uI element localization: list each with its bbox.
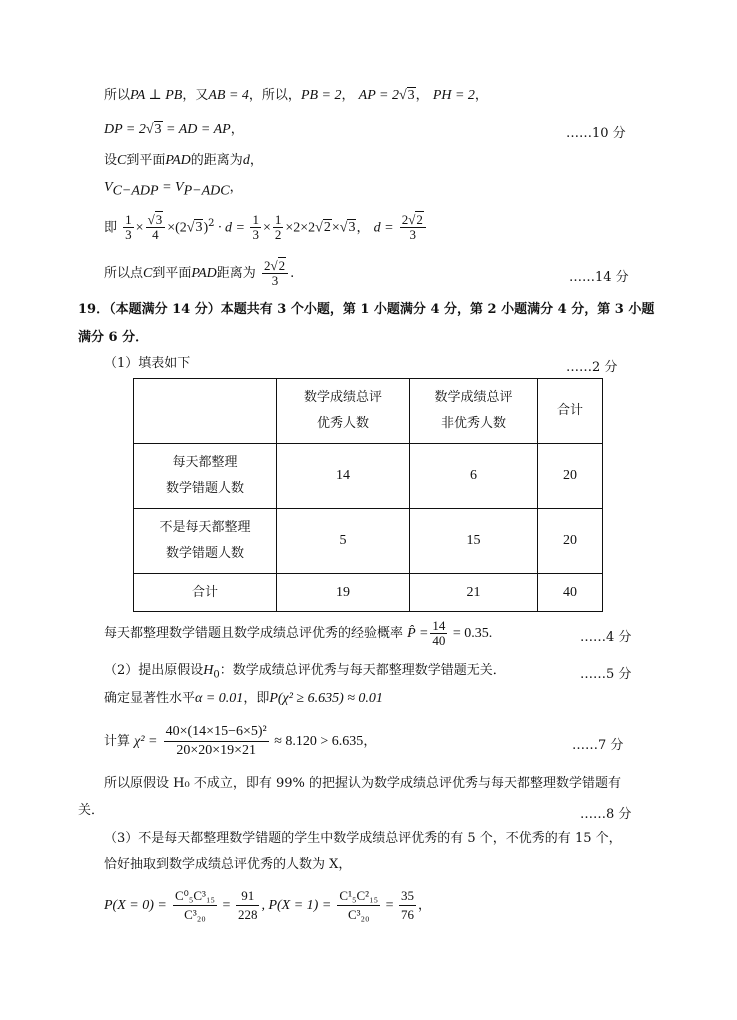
conclusion-line2: 关． (78, 803, 105, 818)
math: ≈ 8.120 > 6.635 (270, 734, 364, 749)
math: × (135, 220, 144, 236)
table-header-cell: 数学成绩总评 非优秀人数 (410, 379, 538, 444)
text: ：数学成绩总评优秀与每天都整理数学错题无关． (219, 663, 506, 678)
text: ， (363, 734, 377, 749)
math: C (117, 153, 127, 168)
table-row (134, 574, 603, 612)
points-8: ……8 分 (580, 807, 632, 822)
table-cell: 6 (410, 444, 538, 509)
points-2: ……2 分 (566, 360, 618, 375)
math: DP = 2 (104, 122, 146, 137)
text: 的距离为 (190, 153, 243, 168)
math: ×2×2 (285, 220, 316, 236)
math: 3 (195, 220, 203, 236)
contingency-table (133, 378, 603, 612)
table-row-label: 合计 (134, 574, 277, 612)
math: 3 (348, 220, 356, 236)
table-cell: 20 (538, 444, 603, 509)
table-header-cell: 合计 (538, 379, 603, 444)
table-cell: 5 (277, 509, 410, 574)
fraction: $\frac{1}{3}$ (252, 212, 259, 243)
math: 2 (208, 218, 215, 229)
part2-hypothesis (104, 663, 506, 684)
math: = AD = AP (162, 122, 231, 137)
fraction: $\frac{1}{3}$ (125, 212, 132, 243)
math: PH = 2 (432, 88, 475, 103)
fraction: $\frac{\text{C¹₅C²₁₅}}{\text{C³₂₀}}$ (339, 888, 379, 922)
conclusion-line1: 所以原假设 H₀ 不成立，即有 99% 的把握认为数学成绩总评优秀与每天都整理数学错题有 (104, 776, 621, 791)
math: P(X = 0) = (104, 898, 167, 913)
math: PA ⊥ PB (130, 88, 183, 103)
math: α = 0.01 (195, 691, 244, 706)
fraction: $\frac{\text{40×(14×15−6×5)²}}{20\times 20\times 19\times 21}$ (165, 724, 267, 758)
fraction: $\frac{1}{2}$ (274, 212, 282, 243)
text: ， (249, 153, 263, 168)
text: 确定显著性水平 (104, 691, 196, 706)
text: ， (341, 88, 355, 103)
fraction: $\frac{35}{76}$ (401, 888, 415, 922)
line-chi-square (104, 722, 376, 762)
table-cell: 19 (277, 574, 410, 612)
math: PAD (165, 153, 191, 168)
q19-heading-line2: 满分 6 分． (78, 330, 149, 345)
math: χ² = (134, 734, 158, 749)
line-distance-result (104, 258, 294, 290)
math: P−ADC (183, 183, 230, 199)
text: ， (418, 898, 432, 913)
table-row (134, 444, 603, 509)
text: 距离为 (216, 266, 256, 281)
math: PAD (191, 266, 217, 281)
table-header-cell: 数学成绩总评 优秀人数 (277, 379, 410, 444)
math: AB = 4 (208, 88, 249, 103)
line-volume (104, 180, 243, 200)
table-cell: 14 (277, 444, 410, 509)
points-7: ……7 分 (572, 738, 624, 753)
math: × (331, 220, 340, 236)
text: 到平面 (152, 266, 192, 281)
table-cell: 21 (410, 574, 538, 612)
text: 每天都整理数学错题且数学成绩总评优秀的经验概率 (104, 626, 404, 641)
text: 设 (104, 153, 118, 168)
math: 2 (323, 220, 331, 236)
math: PB = 2 (300, 88, 342, 103)
text: ，所以， (248, 88, 301, 103)
math: = 0.35. (449, 626, 493, 641)
line-probabilities: P(X = 0) = $\frac{\text{C⁰₅C³₁₅}}{\text{C³₂₀}}$ = $\frac{91}{228}$ , P(X = 1) = $\frac{\text{C¹₅C²₁₅}}{\text{C³₂₀}}$ = $\frac{35}{76}$ ， (104, 888, 432, 922)
part1-label: （1）填表如下 (104, 356, 191, 371)
text: ， (230, 122, 244, 137)
line-pa-perp-pb: 所以PA ⊥ PB，又AB = 4，所以，PB = 2， AP = 2√3， PH = 2， (104, 88, 488, 103)
text: ，又 (182, 88, 209, 103)
line-significance (104, 691, 383, 707)
fraction: $\frac{91}{228}$ (237, 888, 258, 922)
math: = (158, 180, 176, 195)
text: ， (229, 180, 243, 195)
text: （2）提出原假设 (104, 663, 204, 678)
math: 3 (407, 88, 415, 103)
math: ×(2 (167, 220, 187, 236)
table-row-label: 每天都整理 数学错题人数 (134, 444, 277, 509)
text: ，即 (243, 691, 270, 706)
math: d = (373, 220, 394, 236)
q19-heading-line1: 19．（本题满分 14 分）本题共有 3 个小题，第 1 小题满分 4 分，第 2 小题满分 4 分，第 3 小题 (78, 302, 655, 317)
table-cell: 20 (538, 509, 603, 574)
math: 3 (154, 122, 162, 137)
math: 0 (213, 669, 220, 681)
text: 所以 (104, 88, 131, 103)
text: 计算 (104, 734, 131, 749)
text: ， (474, 88, 488, 103)
table-header-row (134, 379, 603, 444)
table-corner-cell (134, 379, 277, 444)
table-cell: 40 (538, 574, 603, 612)
math: d (242, 153, 250, 168)
math: · d = (214, 220, 249, 236)
math: , P(X = 1) = (261, 898, 332, 913)
math: C−ADP (112, 183, 159, 199)
text: ， (356, 220, 370, 236)
line-volume-eq: 即 $\frac{1}{3}$ × $\frac{√3}{4}$ $\times(2√3)^2 \cdot d$ = $\frac{1}{3}$ × $\frac{1}{2}$ ×2×2√2×√3， d = $\frac{2√2}{3}$ (104, 208, 428, 244)
text: ， (415, 88, 429, 103)
math: V (104, 180, 113, 195)
text: 到平面 (126, 153, 166, 168)
part3-line2: 恰好抽取到数学成绩总评优秀的人数为 X， (104, 857, 352, 872)
fraction: $\frac{14}{40}$ (432, 618, 446, 648)
table-row-label: 不是每天都整理 数学错题人数 (134, 509, 277, 574)
table-cell: 15 (410, 509, 538, 574)
text: 所以点 (104, 266, 144, 281)
math: ) (203, 220, 209, 236)
math: C (143, 266, 153, 281)
fraction: $\frac{2√2}{3}$ (262, 259, 288, 288)
text: . (290, 266, 295, 281)
math: P̂ = (407, 626, 429, 641)
math: AP = 2 (358, 88, 399, 103)
part3-line1: （3）不是每天都整理数学错题的学生中数学成绩总评优秀的有 5 个，不优秀的有 15 个， (104, 831, 622, 846)
math: V (175, 180, 184, 195)
fraction: $\frac{√3}{4}$ (146, 213, 166, 242)
math: H (203, 663, 214, 678)
math: × (262, 220, 271, 236)
table-row (134, 509, 603, 574)
points-14: ……14 分 (569, 270, 629, 285)
points-10: ……10 分 (566, 126, 626, 141)
points-4: ……4 分 (580, 630, 632, 645)
text: 即 (104, 220, 118, 236)
fraction: $\frac{\text{C⁰₅C³₁₅}}{\text{C³₂₀}}$ (174, 888, 216, 922)
line-empirical-prob (104, 618, 492, 650)
math: P(χ² ≥ 6.635) ≈ 0.01 (269, 691, 383, 706)
points-5: ……5 分 (580, 667, 632, 682)
line-distance-def (104, 153, 263, 169)
fraction: $\frac{2√2}{3}$ (400, 213, 426, 242)
line-dp: DP = 2√3 = AD = AP， (104, 122, 244, 137)
